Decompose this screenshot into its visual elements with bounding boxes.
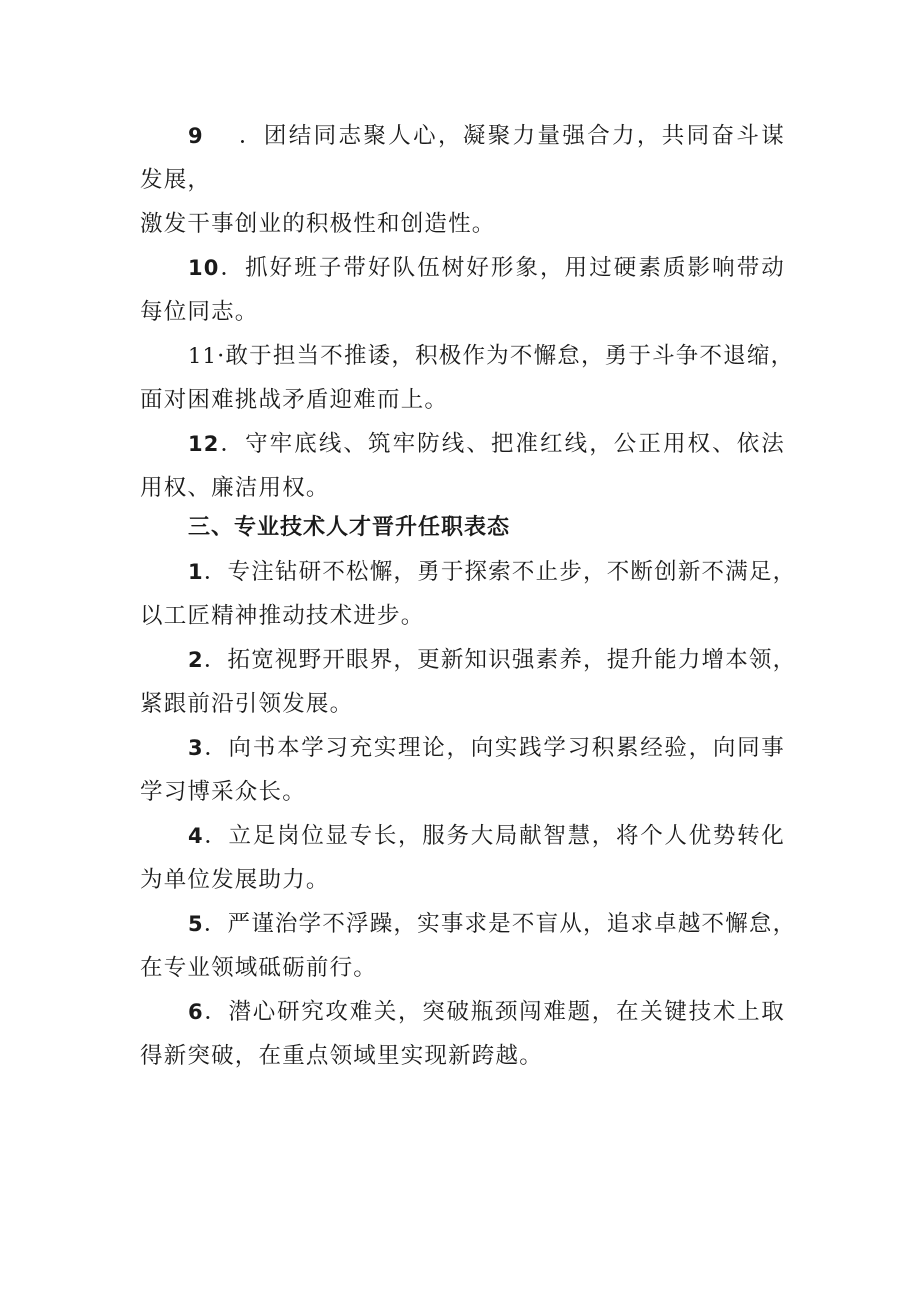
- list-item-10: [140, 246, 785, 334]
- item-text-line: 为单位发展助力。: [140, 867, 330, 893]
- item-text-line: 在专业领域砥砺前行。: [140, 955, 378, 981]
- item-first-line: [140, 550, 797, 594]
- item-text: ．守牢底线、筑牢防线、把准红线，公正用权、依法: [219, 431, 785, 457]
- item-text: ．拓宽视野开眼界，更新知识强素养，提升能力增本领，: [203, 647, 797, 673]
- item-first-line: [140, 902, 797, 946]
- list-item-s3-4: [140, 814, 785, 902]
- list-item-s3-2: [140, 638, 797, 726]
- item-first-line: [140, 114, 785, 158]
- list-item-11: [140, 334, 795, 422]
- item-first-line: [140, 726, 785, 770]
- item-number: 6: [188, 1000, 204, 1024]
- item-first-line: [140, 334, 795, 378]
- item-text: ·敢于担当不推诿，积极作为不懈怠，勇于斗争不退缩，: [217, 343, 795, 369]
- item-text: ．抓好班子带好队伍树好形象，用过硬素质影响带动: [219, 255, 785, 281]
- item-first-line: [140, 422, 785, 466]
- item-number: 3: [188, 736, 204, 760]
- list-item-s3-6: [140, 990, 785, 1078]
- item-first-line: [140, 990, 785, 1034]
- item-number: 11: [188, 344, 218, 368]
- item-first-line: [140, 246, 785, 290]
- item-number: 1: [188, 560, 204, 584]
- item-number: 9: [188, 124, 204, 148]
- item-number: 5: [188, 912, 204, 936]
- item-first-line: [140, 638, 797, 682]
- item-text-line: 每位同志。: [140, 299, 259, 325]
- section-heading: 三、专业技术人才晋升任职表态: [188, 515, 511, 540]
- item-text-line: 用权、廉洁用权。: [140, 475, 330, 501]
- item-text-line: 紧跟前沿引领发展。: [140, 691, 354, 717]
- list-item-s3-5: [140, 902, 797, 990]
- item-text: ．团结同志聚人心，凝聚力量强合力，共同奋斗谋: [237, 123, 785, 149]
- item-number: 12: [188, 432, 220, 456]
- item-text-line: 面对困难挑战矛盾迎难而上。: [140, 387, 449, 413]
- item-text: ．立足岗位显专长，服务大局献智慧，将个人优势转化: [203, 823, 785, 849]
- list-item-9: [140, 114, 785, 246]
- list-item-s3-1: [140, 550, 797, 638]
- item-text: ．向书本学习充实理论，向实践学习积累经验，向同事: [203, 735, 785, 761]
- list-item-12: [140, 422, 785, 510]
- item-text: ．专注钻研不松懈，勇于探索不止步，不断创新不满足，: [203, 559, 797, 585]
- item-text-line: 发展，: [140, 167, 212, 193]
- item-text-line: 学习博采众长。: [140, 779, 306, 805]
- item-text-line: 激发干事创业的积极性和创造性。: [140, 211, 496, 237]
- item-text: ．严谨治学不浮躁，实事求是不盲从，追求卓越不懈怠，: [203, 911, 797, 937]
- item-number: 10: [188, 256, 220, 280]
- item-first-line: [140, 814, 785, 858]
- list-item-s3-3: [140, 726, 785, 814]
- item-number: 2: [188, 648, 204, 672]
- item-text-line: 以工匠精神推动技术进步。: [140, 603, 425, 629]
- item-text: ．潜心研究攻难关，突破瓶颈闯难题，在关键技术上取: [203, 999, 785, 1025]
- item-text-line: 得新突破，在重点领域里实现新跨越。: [140, 1043, 543, 1069]
- item-number: 4: [188, 824, 204, 848]
